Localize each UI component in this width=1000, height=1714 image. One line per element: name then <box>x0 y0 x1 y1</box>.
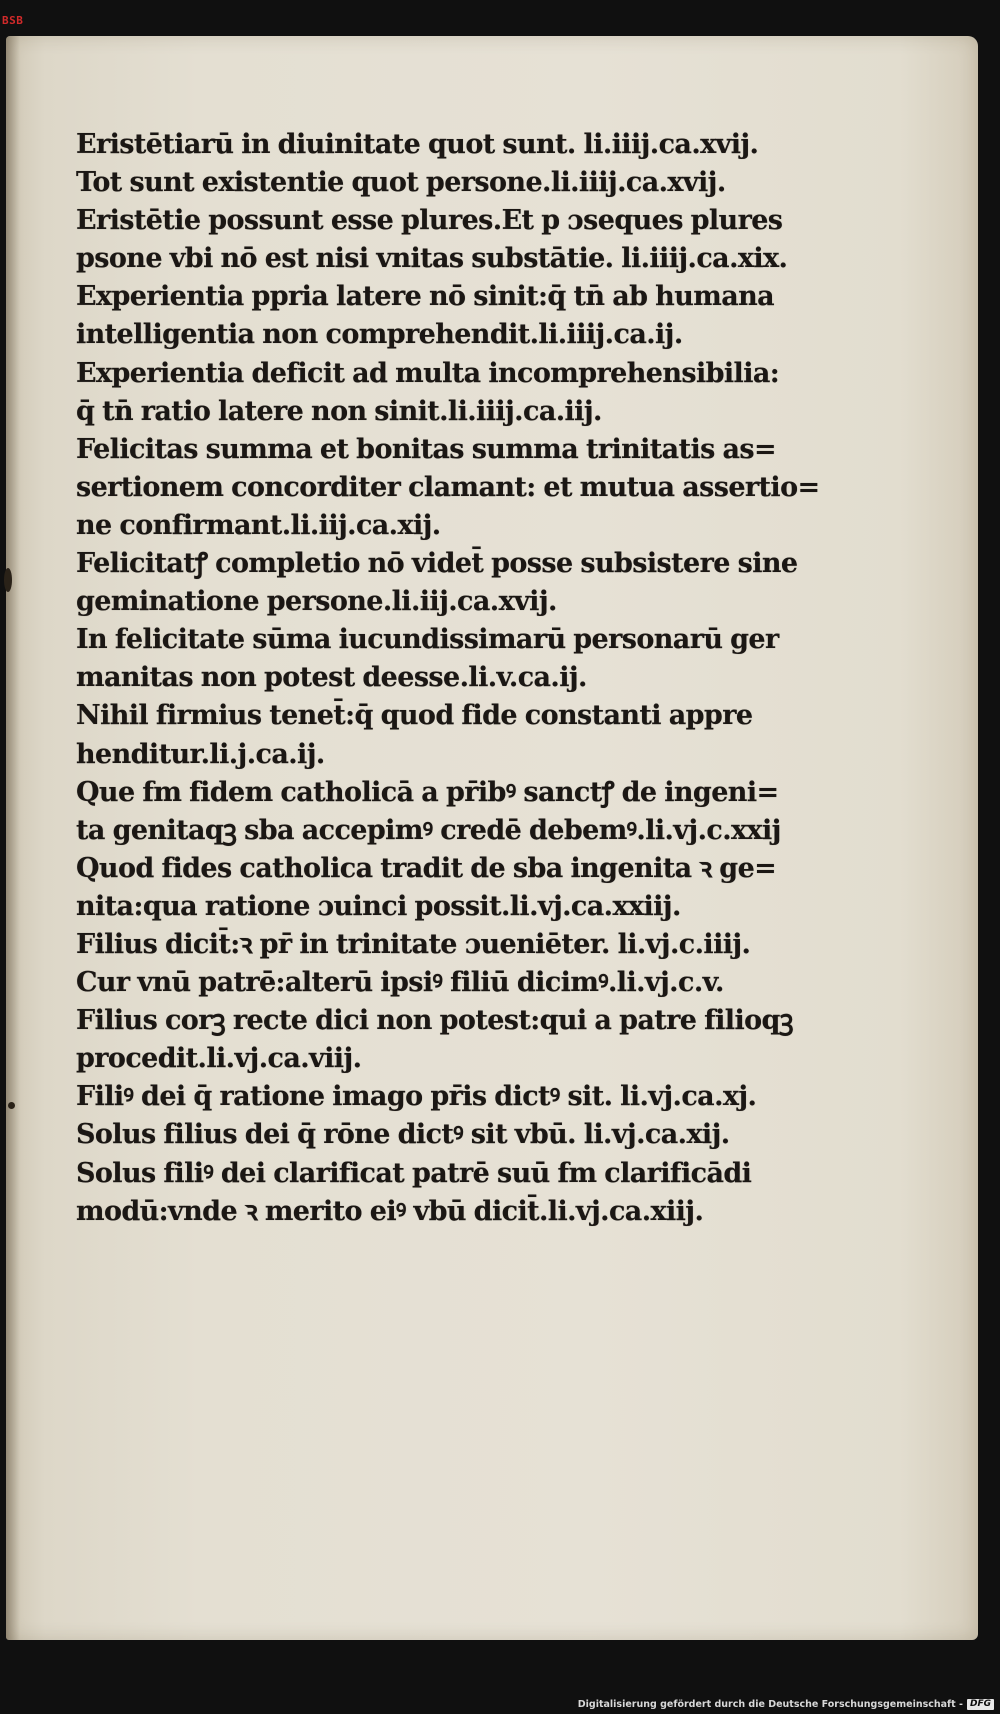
text-line: q̄ tn̄ ratio latere non sinit.li.iiij.ca.iij. <box>76 395 602 427</box>
funding-credit <box>578 1697 994 1711</box>
text-line: psone vbi nō est nisi vnitas substātie. li.iiij.ca.xix. <box>76 243 788 275</box>
text-line: Filiꝰ dei q̄ ratione imago pr̄is dictꝰ sit. li.vj.ca.xj. <box>76 1081 757 1113</box>
text-line: manitas non potest deesse.li.v.ca.ij. <box>76 662 587 694</box>
text-line: Filius dicit̄:ꝛ pr̄ in trinitate ɔueniēter. li.vj.c.iiij. <box>76 928 751 960</box>
text-line: In felicitate sūma iucundissimarū personarū ger <box>76 624 779 656</box>
text-line: henditur.li.j.ca.ij. <box>76 738 325 770</box>
text-line: Eristētie possunt esse plures.Et p ɔseques plures <box>76 205 783 237</box>
text-line: nita:qua ratione ɔuinci possit.li.vj.ca.xxiij. <box>76 890 681 922</box>
text-line: Que fm fidem catholicā a pr̄ibꝰ sanctꝭ de ingeni= <box>76 776 779 808</box>
text-line: geminatione persone.li.iij.ca.xvij. <box>76 586 557 618</box>
text-line: Felicitas summa et bonitas summa trinitatis as= <box>76 433 777 465</box>
text-line: ta genitaqꝫ sba accepimꝰ credē debemꝰ.li.vj.c.xxij <box>76 814 781 846</box>
text-line: intelligentia non comprehendit.li.iiij.ca.ij. <box>76 319 683 351</box>
text-line: Felicitatꝭ completio nō videt̄ posse subsistere sine <box>76 548 798 580</box>
index-text-block <box>76 126 886 1231</box>
text-line: Solus filiꝰ dei clarificat patrē suū fm clarificādi <box>76 1157 752 1189</box>
margin-mark <box>4 568 12 592</box>
text-line: Cur vnū patrē:alterū ipsiꝰ filiū dicimꝰ.li.vj.c.v. <box>76 967 724 999</box>
dfg-logo: DFG <box>967 1699 994 1710</box>
text-line: Solus filius dei q̄ rōne dictꝰ sit vbū. li.vj.ca.xij. <box>76 1119 730 1151</box>
text-line: procedit.li.vj.ca.viij. <box>76 1043 362 1075</box>
text-line: Nihil firmius tenet̄:q̄ quod fide constanti appre <box>76 700 753 732</box>
text-line: Tot sunt existentie quot persone.li.iiij.ca.xvij. <box>76 167 726 199</box>
library-logo: BSB <box>2 14 24 27</box>
text-line: Quod fides catholica tradit de sba ingenita ꝛ ge= <box>76 852 777 884</box>
text-line: Experientia deficit ad multa incomprehensibilia: <box>76 357 780 389</box>
text-line: ne confirmant.li.iij.ca.xij. <box>76 509 441 541</box>
text-line: modū:vnde ꝛ merito eiꝰ vbū dicit̄.li.vj.ca.xiij. <box>76 1195 704 1227</box>
margin-mark <box>8 1102 15 1109</box>
text-line: sertionem concorditer clamant: et mutua assertio= <box>76 471 820 503</box>
text-line: Experientia ppria latere nō sinit:q̄ tn̄ ab humana <box>76 281 775 313</box>
text-line: Filius corꝫ recte dici non potest:qui a patre filioqꝫ <box>76 1005 793 1037</box>
text-line: Eristētiarū in diuinitate quot sunt. li.iiij.ca.xvij. <box>76 129 759 160</box>
funding-credit-text: Digitalisierung gefördert durch die Deutsche Forschungsgemeinschaft - <box>577 1698 963 1710</box>
